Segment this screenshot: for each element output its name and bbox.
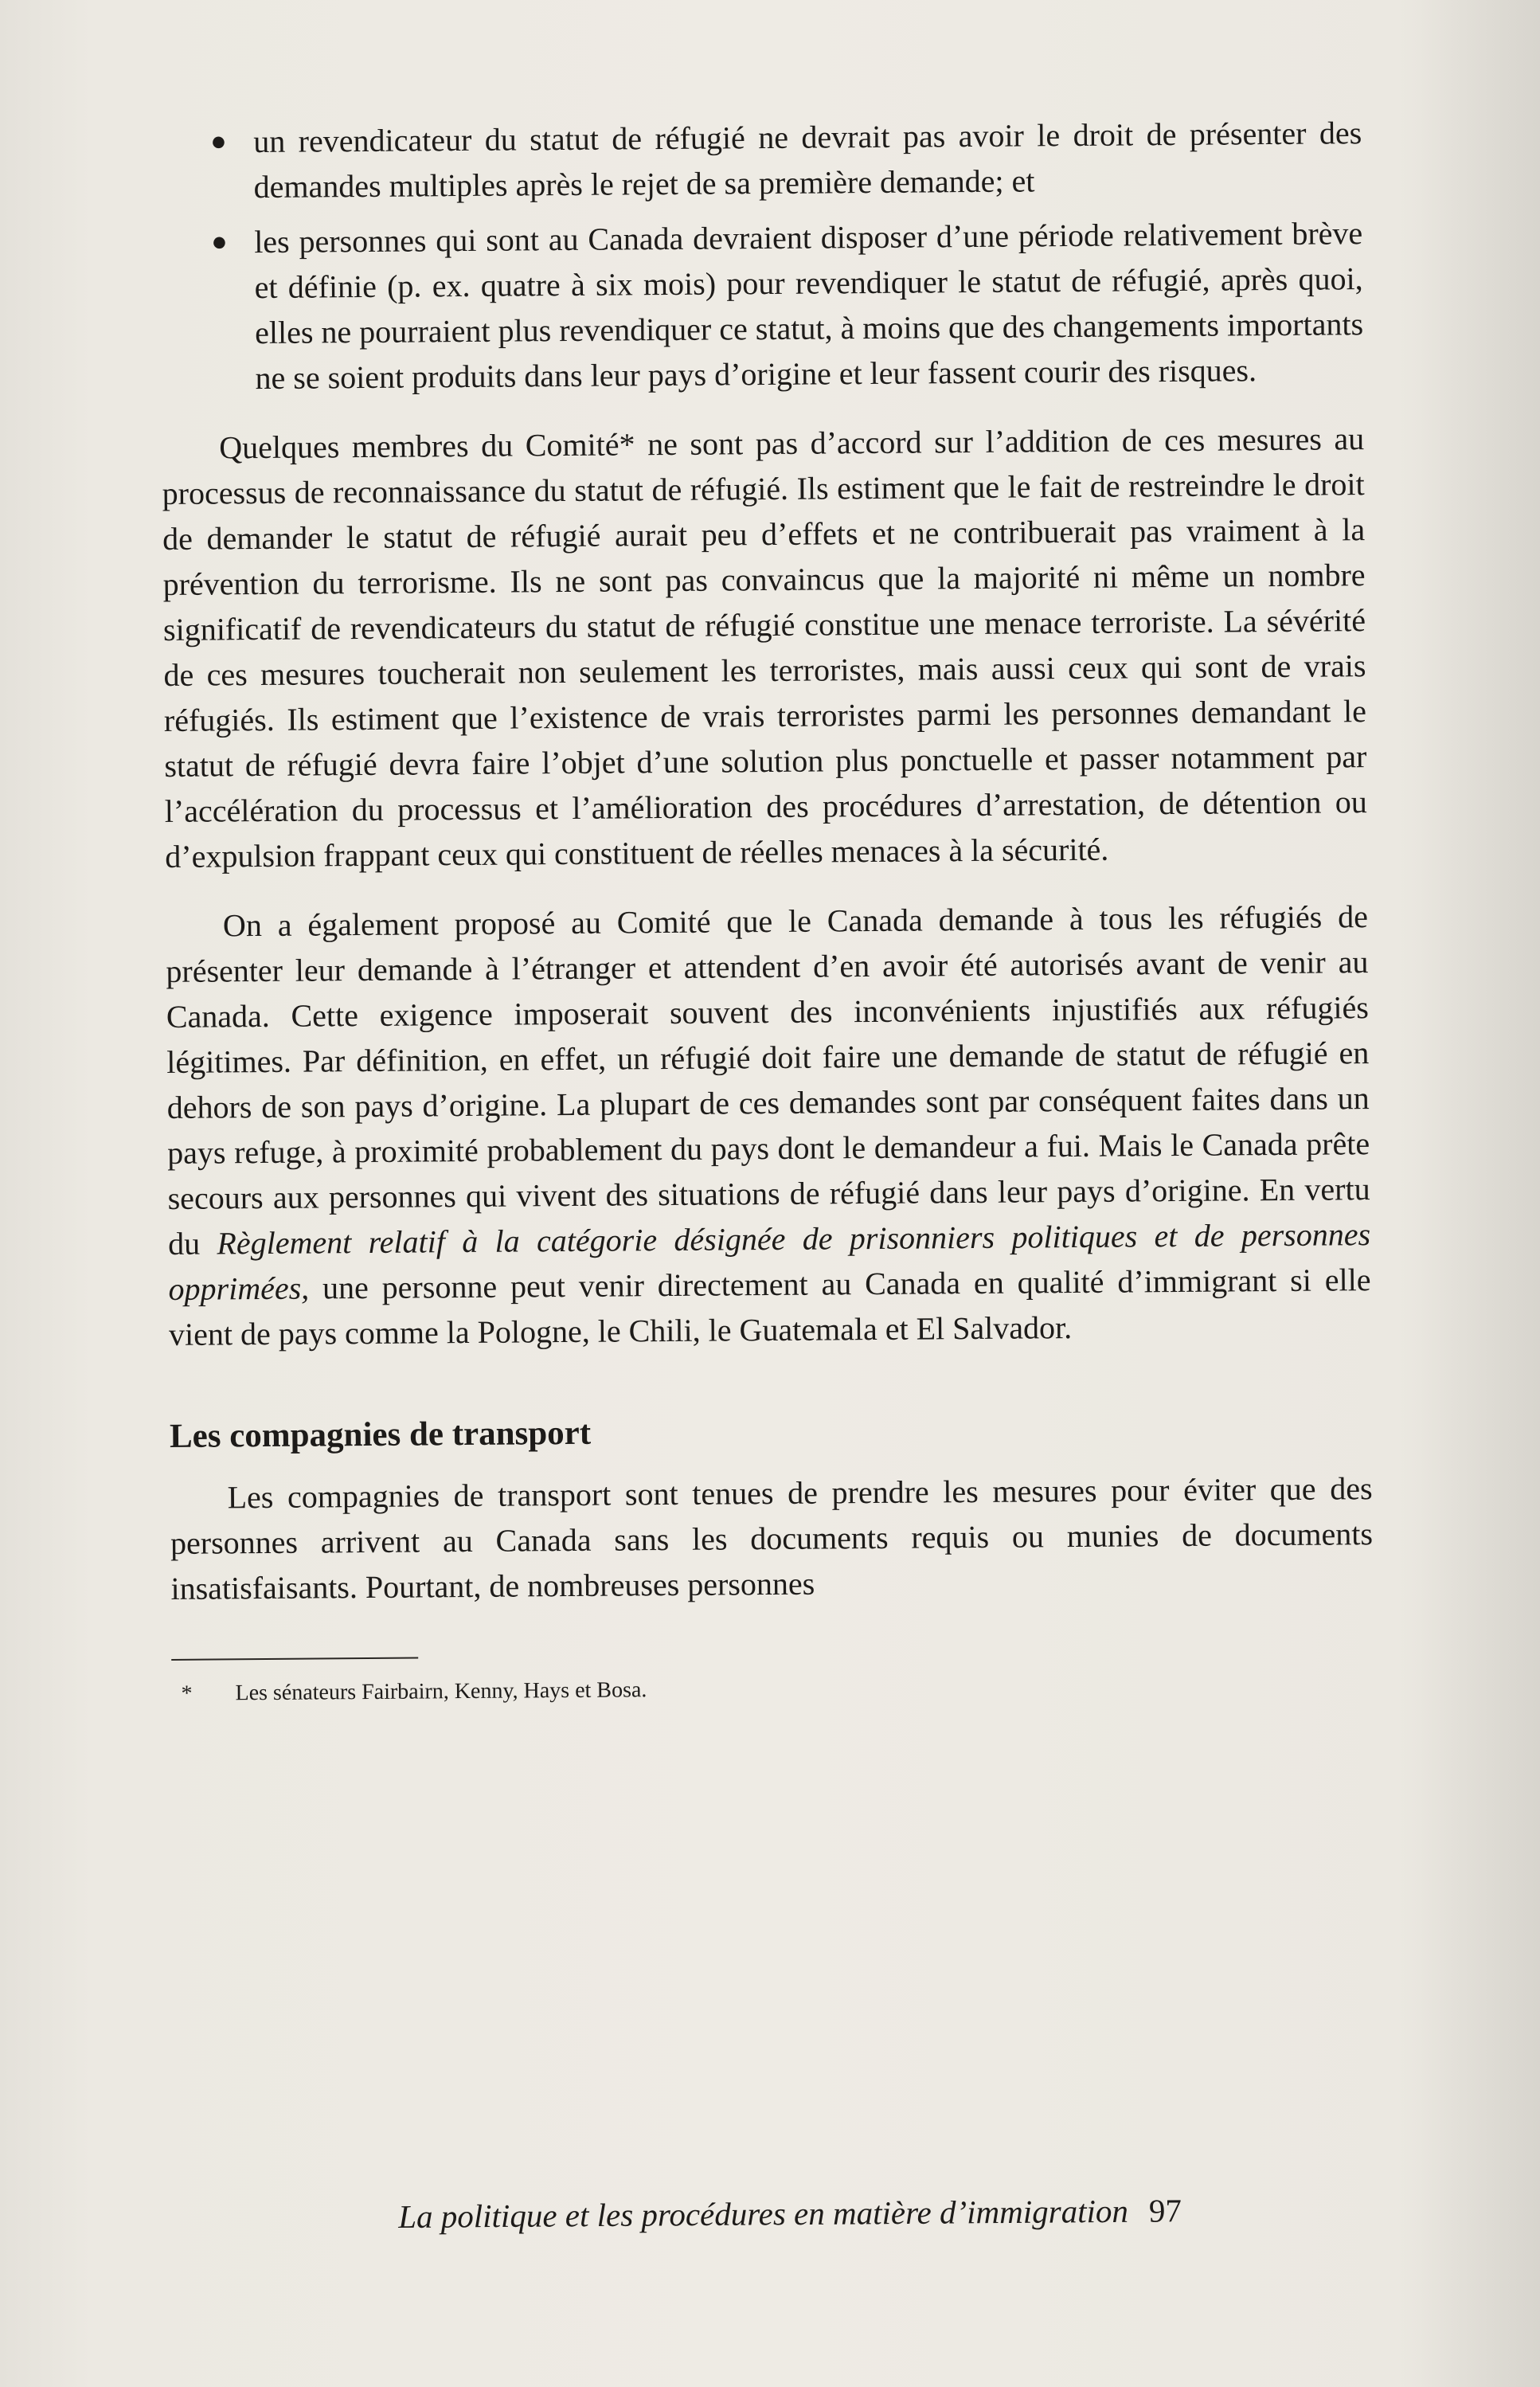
page-body [159, 110, 1374, 1710]
paragraph-overseas-claims [166, 894, 1371, 1357]
page-shadow [1397, 0, 1540, 2387]
footer-title: La politique et les procédures en matière d’immigration [398, 2192, 1129, 2235]
footnote-text: Les sénateurs Fairbairn, Kenny, Hays et Bosa. [235, 1677, 647, 1706]
paragraph-text: On a également proposé au Comité que le Canada demande à tous les réfugiés de présenter leur demande à l’étranger et attendent d’en avoir été autorisés avant de venir au Canada. Cette exigence imposerait souvent des inconvénients injustifiés aux réfugiés légitimes. Par définition, en effet, un réfugié doit faire une demande de statut de réfugié en dehors de son pays d’origine. La plupart de ces demandes sont par conséquent faites dans un pays refuge, à proximité probablement du pays dont le demandeur a fui. Mais le Canada prête secours aux personnes qui vivent des situations de réfugié dans leur pays d’origine. En vertu du [166, 898, 1370, 1262]
bullet-icon: ● [211, 227, 228, 257]
running-footer [398, 2186, 1386, 2239]
page-number: 97 [1148, 2192, 1182, 2229]
bullet-text: un revendicateur du statut de réfugié ne devrait pas avoir le droit de présenter des demandes multiples après le rejet de sa première demande; et [253, 115, 1362, 205]
bullet-list [159, 110, 1364, 401]
footnote-divider [171, 1657, 418, 1661]
regulation-title: Règlement relatif à la catégorie désignée de prisonniers politiques et de personnes opprimées, [168, 1216, 1371, 1307]
footnote [171, 1669, 1374, 1710]
bullet-item-1 [159, 110, 1362, 210]
paragraph-carriers: Les compagnies de transport sont tenues de prendre les mesures pour éviter que des personnes arrivent au Canada sans les documents requis ou munies de documents insatisfaisants. Pourtant, de nombreuses personnes [170, 1470, 1374, 1606]
bullet-text: les personnes qui sont au Canada devraient disposer d’une période relativement brève et définie (p. ex. quatre à six mois) pour revendiquer le statut de réfugié, après quoi, elles ne pourraient plus revendiquer ce statut, à moins que des changements importants ne se soient produits dans leur pays d’origine et leur fassent courir des risques. [254, 215, 1364, 397]
footnote-mark: * [181, 1681, 193, 1706]
bullet-item-2 [160, 210, 1364, 401]
paragraph-dissent: Quelques membres du Comité* ne sont pas d’accord sur l’addition de ces mesures au processus de reconnaissance du statut de réfugié. Ils estiment que le fait de restreindre le droit de demander le statut de réfugié aurait peu d’effets et ne contribuerait pas vraiment à la prévention du terrorisme. Ils ne sont pas convaincus que la majorité ni même un nombre significatif de revendicateurs du statut de réfugié constitue une menace terroriste. La sévérité de ces mesures toucherait non seulement les terroristes, mais aussi ceux qui sont de vrais réfugiés. Ils estiment que l’existence de vrais terroristes parmi les personnes demandant le statut de réfugié devra faire l’objet d’une solution plus ponctuelle et passer notamment par l’accélération du processus et l’amélioration des procédures d’arrestation, de détention ou d’expulsion frappant ceux qui constituent de réelles menaces à la sécurité. [162, 421, 1367, 875]
bullet-icon: ● [210, 127, 227, 157]
section-heading: Les compagnies de transport [169, 1414, 592, 1455]
paragraph-text: une personne peut venir directement au Canada en qualité d’immigrant si elle vient de pays comme la Pologne, le Chili, le Guatemala et El Salvador. [168, 1262, 1371, 1352]
